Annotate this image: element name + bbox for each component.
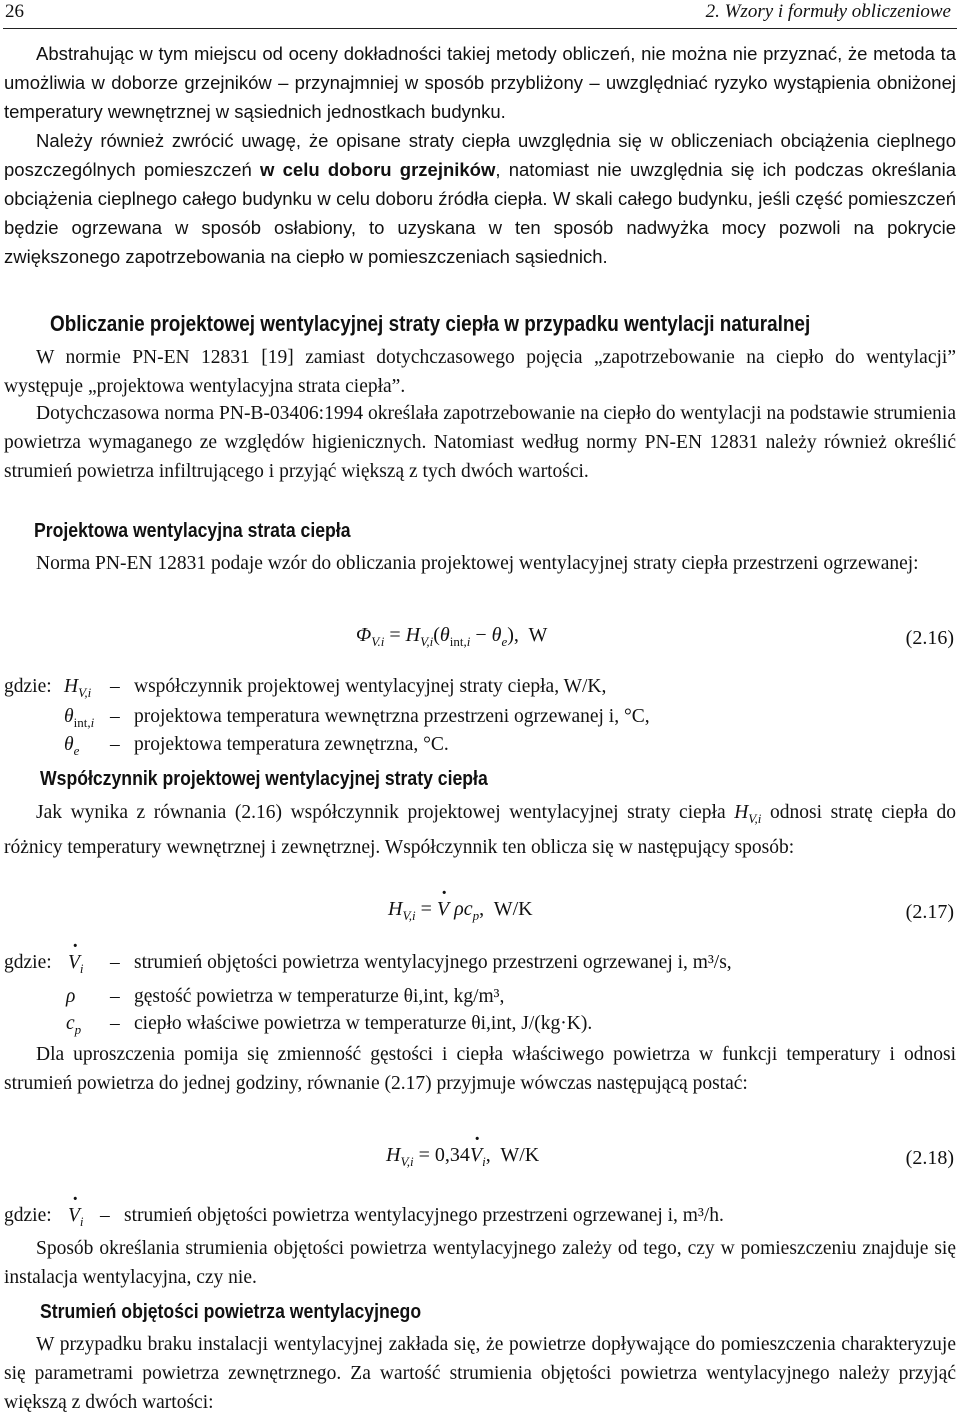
- equation-2-17: [0, 898, 960, 932]
- definition-text: strumień objętości powietrza wentylacyjnego przestrzeni ogrzewanej i, m³/s,: [134, 952, 732, 973]
- section-heading-air-flow: Strumień objętości powietrza wentylacyjnego: [40, 1300, 422, 1323]
- dash: –: [110, 1013, 120, 1034]
- intro-paragraph-2: Należy również zwrócić uwagę, że opisane straty ciepła uwzględnia się w obliczeniach obciążenia cieplnego poszczególnych pomieszczeń w celu doboru grzejników, natomiast nie uwzględnia się ich podczas określania obciążenia cieplnego całego budynku w celu doboru źródła ciepła. W skali całego budynku, jeśli część pomieszczeń będzie ogrzewana w sposób osłabiony, to uzyskana w ten sposób nadwyżka mocy pozwoli na pokrycie zwiększonego zapotrzebowania na ciepło w pomieszczeniach sąsiednich.: [4, 130, 956, 267]
- definition-text: gęstość powietrza w temperaturze θi,int, kg/m³,: [134, 986, 505, 1007]
- section3-paragraph-1: Jak wynika z równania (2.16) współczynnik projektowej wentylacyjnej straty ciepła $H_{V,i}$ odnosi stratę ciepła do różnicy temperatury wewnętrznej i zewnętrznej. Współczynnik ten oblicza się w następujący sposób:: [4, 802, 957, 858]
- section-heading-design-loss: Projektowa wentylacyjna strata ciepła: [34, 519, 351, 542]
- section1-paragraph-1: W normie PN-EN 12831 [19] zamiast dotychczasowego pojęcia „zapotrzebowanie na ciepło do wentylacji” występuje „projektowa wentylacyjna strata ciepła”.: [4, 347, 956, 397]
- dash: –: [110, 676, 120, 697]
- dash: –: [100, 1205, 110, 1226]
- definition-text: współczynnik projektowej wentylacyjnej straty ciepła, W/K,: [134, 676, 607, 697]
- intro-paragraph-1: Abstrahując w tym miejscu od oceny dokładności takiej metody obliczeń, nie można nie przyznać, że metoda ta umożliwia w doborze grzejników – przynajmniej w sposób przybliżony – uwzględniać ryzyko wystąpienia obniżonej temperatury wewnętrznej w sąsiednich jednostkach budynku.: [4, 43, 956, 122]
- definition-text: projektowa temperatura zewnętrzna, °C.: [134, 734, 449, 755]
- symbol-theta-e: $\theta_e$: [64, 734, 80, 758]
- equation-2-18: [0, 1144, 960, 1178]
- definition-text: strumień objętości powietrza wentylacyjnego przestrzeni ogrzewanej i, m³/h.: [124, 1205, 724, 1226]
- symbol-H-Vi: $H_{V,i}$: [64, 676, 92, 700]
- bold-phrase: w celu doboru grzejników: [260, 159, 496, 180]
- symbol-H-Vi: $H_{V,i}$: [734, 802, 762, 826]
- symbol-V-dot: $V \cdot_i$: [68, 952, 84, 977]
- definition-row: [4, 986, 956, 1014]
- symbol-V-dot: $V \cdot_i$: [68, 1205, 84, 1230]
- section2-paragraph-1: Norma PN-EN 12831 podaje wzór do obliczania projektowej wentylacyjnej straty ciepła przestrzeni ogrzewanej:: [36, 553, 919, 574]
- running-header: [3, 0, 957, 29]
- dash: –: [110, 734, 120, 755]
- equation-2-18-formula: $H_{V,i} = 0,34V \cdot_i$, W/K: [386, 1144, 539, 1170]
- equation-2-16-number: (2.16): [905, 627, 954, 649]
- section-heading-natural-ventilation: Obliczanie projektowej wentylacyjnej straty ciepła w przypadku wentylacji naturalnej: [50, 311, 811, 336]
- symbol-theta-int: $\theta_{int,i}$: [64, 706, 95, 730]
- definition-row: [4, 734, 956, 762]
- dash: –: [110, 952, 120, 973]
- equation-2-18-number: (2.18): [905, 1147, 954, 1169]
- definition-text: projektowa temperatura wewnętrzna przestrzeni ogrzewanej i, °C,: [134, 706, 650, 727]
- equation-2-17-formula: $H_{V,i} = V \cdot \rho c_p$, W/K: [388, 898, 533, 924]
- page-number: 26: [5, 1, 24, 22]
- where-label: gdzie:: [4, 676, 52, 697]
- section3-paragraph-3: Sposób określania strumienia objętości powietrza wentylacyjnego zależy od tego, czy w pomieszczeniu znajduje się instalacja wentylacyjna, czy nie.: [4, 1238, 956, 1288]
- equation-2-16: [0, 624, 960, 658]
- dash: –: [110, 706, 120, 727]
- equation-2-17-number: (2.17): [905, 901, 954, 923]
- section4-paragraph-1: W przypadku braku instalacji wentylacyjnej zakłada się, że powietrze dopływające do pomieszczenia charakteryzuje się parametrami powietrza zewnętrznego. Za wartość strumienia objętości powietrza wentylacyjnego należy przyjąć większą z dwóch wartości:: [4, 1334, 956, 1413]
- definition-row: [4, 952, 956, 980]
- definition-row: [4, 1013, 956, 1041]
- definition-row: [4, 1205, 956, 1233]
- section3-paragraph-2: Dla uproszczenia pomija się zmienność gęstości i ciepła właściwego powietrza w funkcji temperatury i odnosi strumień powietrza do jednej godziny, równanie (2.17) przyjmuje wówczas następującą postać:: [4, 1044, 956, 1094]
- definition-row: [4, 676, 956, 704]
- equation-2-16-formula: $\Phi_{V.i} = H_{V,i}(\theta_{int,i} - \theta_e)$, W: [356, 624, 548, 649]
- definition-text: ciepło właściwe powietrza w temperaturze θi,int, J/(kg·K).: [134, 1013, 593, 1034]
- dash: –: [110, 986, 120, 1007]
- definition-row: [4, 706, 956, 734]
- running-title: 2. Wzory i formuły obliczeniowe: [705, 1, 951, 22]
- where-label: gdzie:: [4, 1205, 52, 1226]
- section-heading-loss-coefficient: Współczynnik projektowej wentylacyjnej straty ciepła: [40, 767, 488, 790]
- symbol-rho: ρ: [66, 986, 76, 1007]
- section1-paragraph-2: Dotychczasowa norma PN-B-03406:1994 określała zapotrzebowanie na ciepło do wentylacji na podstawie strumienia powietrza wymaganego ze względów higienicznych. Natomiast według normy PN-EN 12831 należy również określić strumień powietrza infiltrującego i przyjąć większą z tych dwóch wartości.: [4, 403, 957, 482]
- symbol-cp: $c_p$: [66, 1013, 82, 1037]
- where-label: gdzie:: [4, 952, 52, 973]
